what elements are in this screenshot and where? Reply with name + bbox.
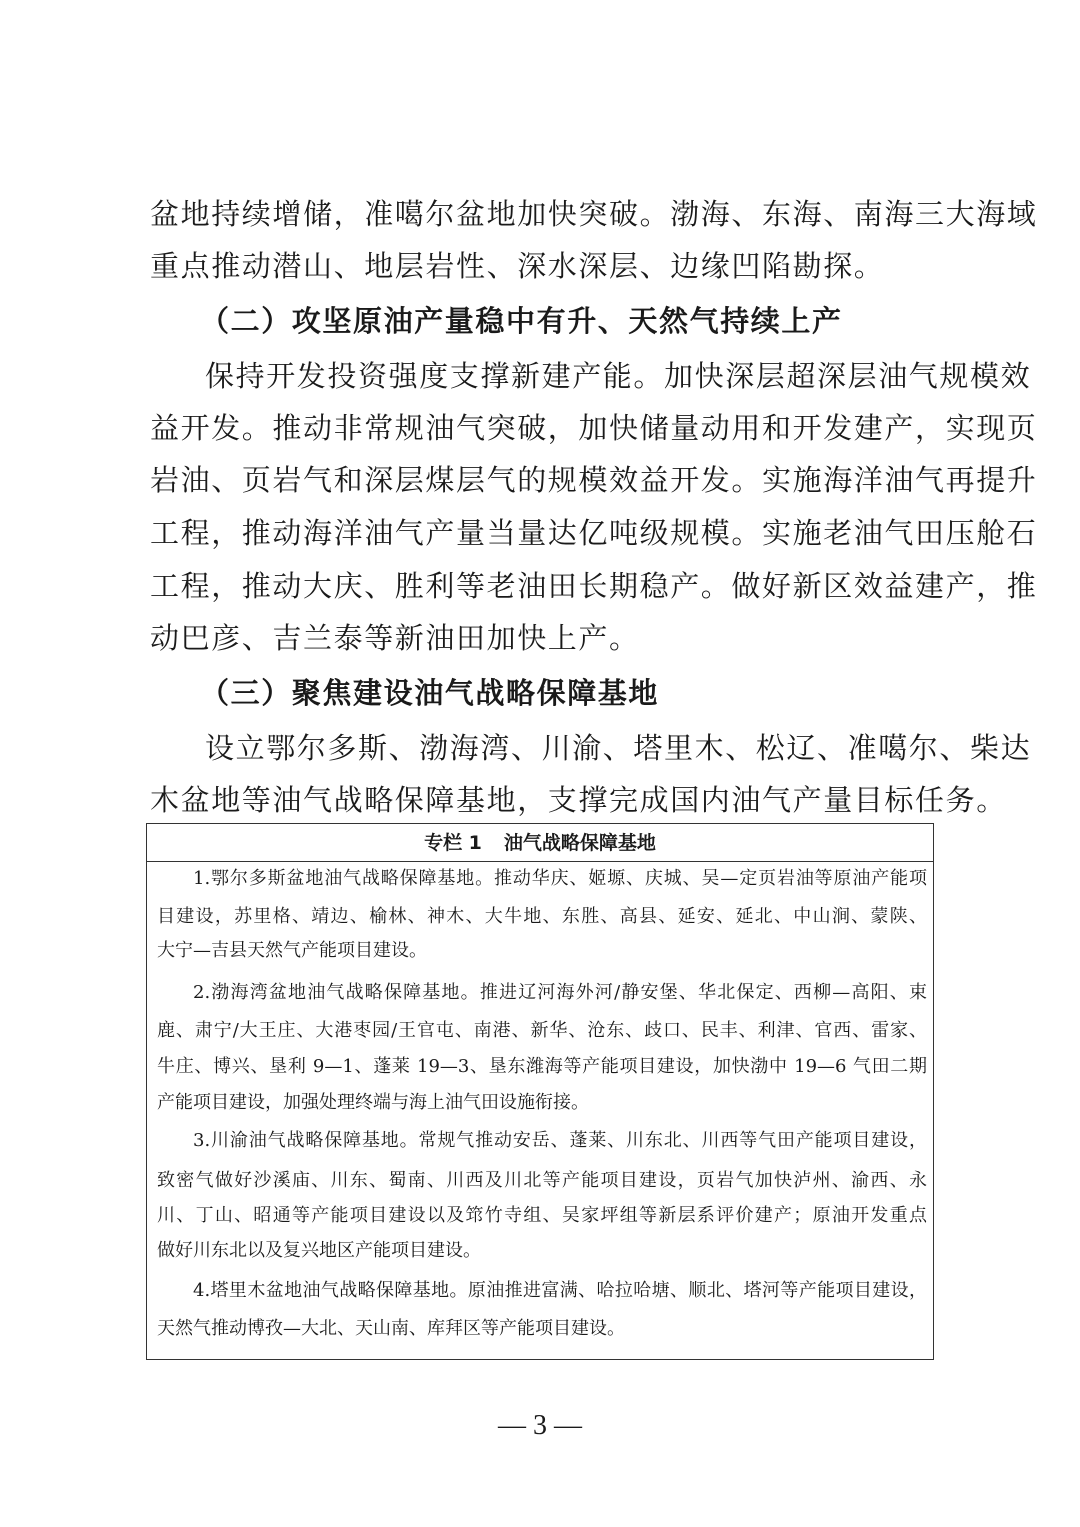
box-item-line: 大宁—吉县天然气产能项目建设。 bbox=[157, 940, 427, 961]
box-item-line: 2.渤海湾盆地油气战略保障基地。推进辽河海外河/静安堡、华北保定、西柳—高阳、束 bbox=[193, 982, 927, 1003]
box-item-line: 4.塔里木盆地油气战略保障基地。原油推进富满、哈拉哈塘、顺北、塔河等产能项目建设， bbox=[193, 1280, 927, 1301]
body-text-line: 岩油、页岩气和深层煤层气的规模效益开发。实施海洋油气再提升 bbox=[150, 463, 1038, 497]
box-item-line: 天然气推动博孜—大北、天山南、库拜区等产能项目建设。 bbox=[157, 1318, 625, 1339]
box-item-line: 川、丁山、昭通等产能项目建设以及筇竹寺组、吴家坪组等新层系评价建产；原油开发重点 bbox=[157, 1205, 927, 1226]
body-text-line: 益开发。推动非常规油气突破，加快储量动用和开发建产，实现页 bbox=[150, 411, 1038, 445]
body-text-line: 工程，推动海洋油气产量当量达亿吨级规模。实施老油气田压舱石 bbox=[150, 516, 1038, 550]
section-heading-2: （二）攻坚原油产量稳中有升、天然气持续上产 bbox=[200, 304, 843, 338]
body-text-line: 盆地持续增储，准噶尔盆地加快突破。渤海、东海、南海三大海域 bbox=[150, 197, 1038, 231]
column-box-title bbox=[147, 824, 933, 862]
box-item-line: 目建设，苏里格、靖边、榆林、神木、大牛地、东胜、高县、延安、延北、中山涧、蒙陕、 bbox=[157, 906, 927, 927]
box-item-line: 鹿、肃宁/大王庄、大港枣园/王官屯、南港、新华、沧东、歧口、民丰、利津、官西、雷家、 bbox=[157, 1020, 927, 1041]
column-box-title-text: 油气战略保障基地 bbox=[503, 832, 656, 854]
column-box bbox=[146, 823, 934, 1360]
box-item-line: 1.鄂尔多斯盆地油气战略保障基地。推动华庆、姬塬、庆城、吴—定页岩油等原油产能项 bbox=[193, 868, 927, 889]
box-item-line: 3.川渝油气战略保障基地。常规气推动安岳、蓬莱、川东北、川西等气田产能项目建设， bbox=[193, 1130, 927, 1151]
body-text-line: 保持开发投资强度支撑新建产能。加快深层超深层油气规模效 bbox=[205, 359, 1032, 393]
body-text-line: 工程，推动大庆、胜利等老油田长期稳产。做好新区效益建产，推 bbox=[150, 569, 1038, 603]
section-heading-3: （三）聚焦建设油气战略保障基地 bbox=[200, 676, 660, 710]
box-item-line: 做好川东北以及复兴地区产能项目建设。 bbox=[157, 1240, 481, 1261]
body-text-line: 重点推动潜山、地层岩性、深水深层、边缘凹陷勘探。 bbox=[150, 249, 885, 283]
page-number: — 3 — bbox=[498, 1410, 582, 1441]
body-text-line: 设立鄂尔多斯、渤海湾、川渝、塔里木、松辽、准噶尔、柴达 bbox=[205, 731, 1032, 765]
box-item-line: 牛庄、博兴、垦利 9—1、蓬莱 19—3、垦东潍海等产能项目建设，加快渤中 19—6 气田二期 bbox=[157, 1056, 927, 1077]
body-text-line: 动巴彦、吉兰泰等新油田加快上产。 bbox=[150, 621, 640, 655]
column-box-label: 专栏 1 bbox=[424, 832, 482, 854]
box-item-line: 产能项目建设，加强处理终端与海上油气田设施衔接。 bbox=[157, 1092, 589, 1113]
body-text-line: 木盆地等油气战略保障基地，支撑完成国内油气产量目标任务。 bbox=[150, 783, 1007, 817]
box-item-line: 致密气做好沙溪庙、川东、蜀南、川西及川北等产能项目建设，页岩气加快泸州、渝西、永 bbox=[157, 1170, 927, 1191]
